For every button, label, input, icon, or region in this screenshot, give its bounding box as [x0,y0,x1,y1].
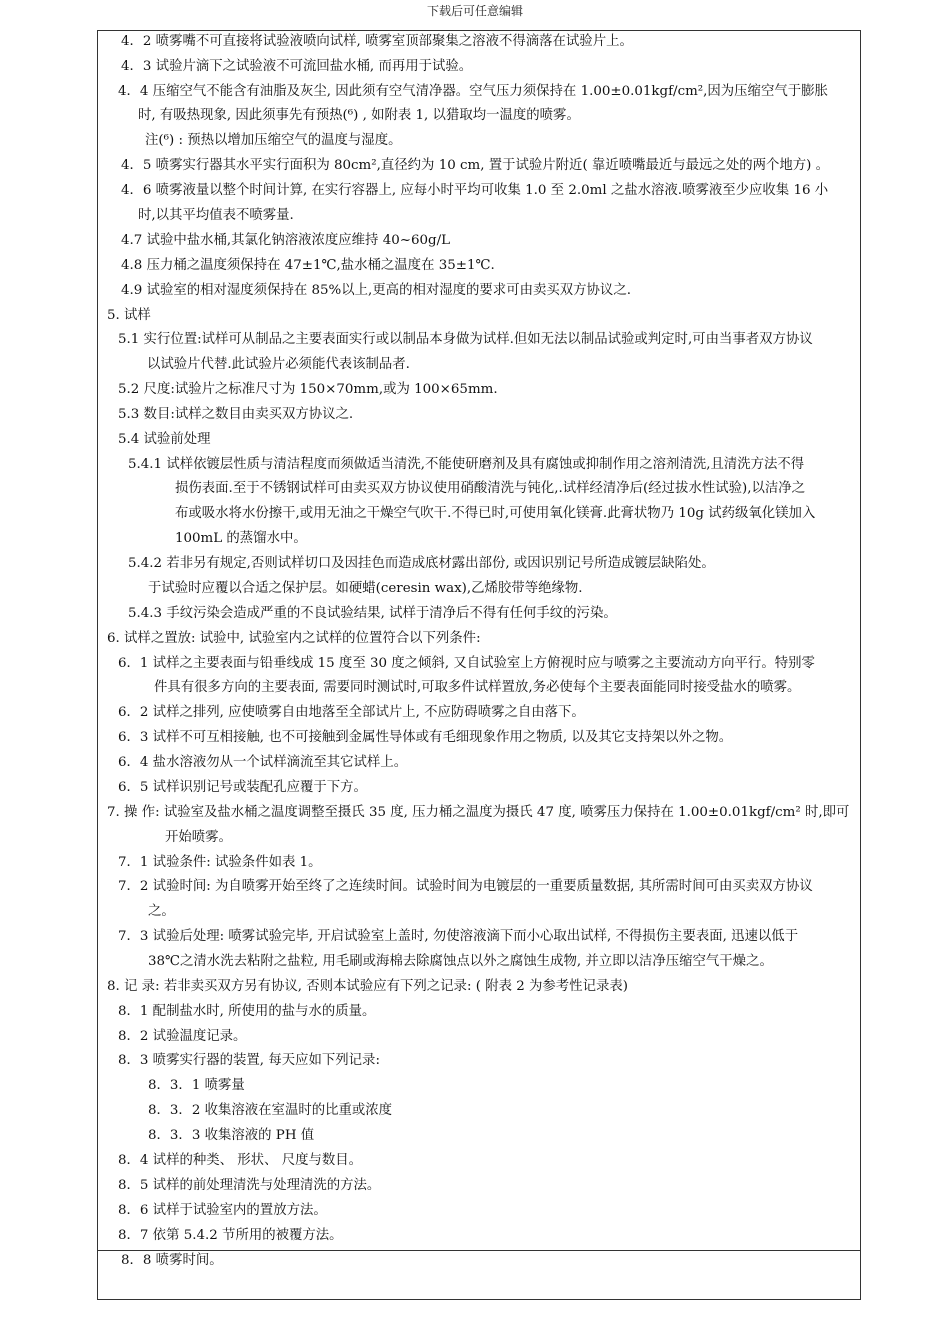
text-line: 6．4 盐水溶液勿从一个试样滴流至其它试样上。 [118,755,408,770]
text-line: 5.4.2 若非另有规定,否则试样切口及因挂色而造成底材露出部份, 或因识别记号所造成镀层缺陷处。 [128,556,715,571]
text-line: 损伤表面.至于不锈钢试样可由卖买双方协议使用硝酸清洗与钝化,.试样经清净后(经过拔水性试验),以洁净之 [175,481,806,496]
text-line: 6. 试样之置放: 试验中, 试验室内之试样的位置符合以下列条件: [107,631,481,646]
text-line: 5.4.1 试样依镀层性质与清洁程度而须做适当清洗,不能使研磨剂及具有腐蚀或抑制作用之溶剂清洗,且清洗方法不得 [128,457,805,472]
text-line: 38℃之清水洗去粘附之盐粒, 用毛刷或海棉去除腐蚀点以外之腐蚀生成物, 并立即以洁净压缩空气干燥之。 [148,954,773,969]
text-line: 5.2 尺度:试验片之标准尺寸为 150×70mm,或为 100×65mm. [118,382,498,397]
text-line: 8．3 喷雾实行器的装置, 每天应如下列记录: [118,1053,380,1068]
text-line: 注(⁶) : 预热以增加压缩空气的温度与湿度。 [145,133,402,148]
text-line: 4．3 试验片滴下之试验液不可流回盐水桶, 而再用于试验。 [121,59,473,74]
text-line: 5.3 数目:试样之数目由卖买双方协议之. [118,407,354,422]
text-line: 8．8 喷雾时间。 [121,1253,223,1268]
row-divider [97,1250,861,1251]
text-line: 4.8 压力桶之温度须保持在 47±1℃,盐水桶之温度在 35±1℃. [121,258,495,273]
text-line: 之。 [148,904,175,919]
text-line: 8．4 试样的种类、 形状、 尺度与数目。 [118,1153,363,1168]
text-line: 件具有很多方向的主要表面, 需要同时测试时,可取多件试样置放,务必使每个主要表面能同时接受盐水的喷雾。 [154,680,801,695]
text-line: 8．3．3 收集溶液的 PH 值 [148,1128,315,1143]
text-line: 布或吸水将水份擦干,或用无油之干燥空气吹干.不得已时,可使用氧化镁膏.此膏状物乃 10g 试药级氧化镁加入 [175,506,816,521]
text-line: 4.7 试验中盐水桶,其氯化钠溶液浓度应维持 40~60g/L [121,233,450,248]
text-line: 5.1 实行位置:试样可从制品之主要表面实行或以制品本身做为试样.但如无法以制品试验或判定时,可由当事者双方协议 [118,332,813,347]
text-line: 6．2 试样之排列, 应使喷雾自由地落至全部试片上, 不应防碍喷雾之自由落下。 [118,705,585,720]
text-line: 时,以其平均值表不喷雾量. [138,208,294,223]
text-line: 5.4.3 手纹污染会造成严重的不良试验结果, 试样于清净后不得有任何手纹的污染。 [128,606,617,621]
text-line: 7．3 试验后处理: 喷雾试验完毕, 开启试验室上盖时, 勿使溶液滴下而小心取出试样, 不得损伤主要表面, 迅速以低于 [118,929,799,944]
text-line: 4.9 试验室的相对湿度须保持在 85%以上,更高的相对湿度的要求可由卖买双方协议之. [121,283,631,298]
text-line: 4．2 喷雾嘴不可直接将试验液喷向试样, 喷雾室顶部聚集之溶液不得滴落在试验片上。 [121,34,633,49]
text-line: 7. 操 作: 试验室及盐水桶之温度调整至摄氏 35 度, 压力桶之温度为摄氏 47 度, 喷雾压力保持在 1.00±0.01kgf/cm² 时,即可 [107,805,850,820]
text-line: 8．3．1 喷雾量 [148,1078,245,1093]
text-line: 8．6 试样于试验室内的置放方法。 [118,1203,327,1218]
text-line: 时, 有吸热现象, 因此须事先有预热(⁶) , 如附表 1, 以猎取均一温度的喷雾。 [138,108,580,123]
text-line: 6．1 试样之主要表面与铅垂线成 15 度至 30 度之倾斜, 又自试验室上方俯视时应与喷雾之主要流动方向平行。特别零 [118,656,815,671]
text-line: 6．3 试样不可互相接触, 也不可接触到金属性导体或有毛细现象作用之物质, 以及其它支持架以外之物。 [118,730,733,745]
text-line: 8．1 配制盐水时, 所使用的盐与水的质量。 [118,1004,376,1019]
text-line: 开始喷雾。 [165,830,232,845]
text-line: 于试验时应覆以合适之保护层。如硬蜡(ceresin wax),乙烯胶带等绝缘物. [148,581,583,596]
text-line: 8. 记 录: 若非卖买双方另有协议, 否则本试验应有下列之记录: ( 附表 2 为参考性记录表) [107,979,628,994]
text-line: 100mL 的蒸馏水中。 [175,531,307,546]
text-line: 8．2 试验温度记录。 [118,1029,247,1044]
text-line: 4．4 压缩空气不能含有油脂及灰尘, 因此须有空气清净器。空气压力须保持在 1.00±0.01kgf/cm²,因为压缩空气于膨胀 [118,84,828,99]
page-header: 下载后可任意编辑 [426,4,523,18]
text-line: 4．5 喷雾实行器其水平实行面积为 80cm²,直径约为 10 cm, 置于试验片附近( 靠近喷嘴最近与最远之处的两个地方) 。 [121,158,830,173]
text-line: 8．3．2 收集溶液在室温时的比重或浓度 [148,1103,393,1118]
text-line: 5.4 试验前处理 [118,432,211,447]
text-line: 7．1 试验条件: 试验条件如表 1。 [118,855,322,870]
text-line: 4．6 喷雾液量以整个时间计算, 在实行容器上, 应每小时平均可收集 1.0 至 2.0ml 之盐水溶液.喷雾液至少应收集 16 小 [121,183,829,198]
text-line: 8．5 试样的前处理清洗与处理清洗的方法。 [118,1178,381,1193]
text-line: 8．7 依第 5.4.2 节所用的被覆方法。 [118,1228,343,1243]
text-line: 以试验片代替.此试验片必须能代表该制品者. [147,357,410,372]
text-line: 6．5 试样识别记号或装配孔应覆于下方。 [118,780,367,795]
text-line: 7．2 试验时间: 为自喷雾开始至终了之连续时间。试验时间为电镀层的一重要质量数据, 其所需时间可由买卖双方协议 [118,879,813,894]
text-line: 5. 试样 [107,308,151,323]
